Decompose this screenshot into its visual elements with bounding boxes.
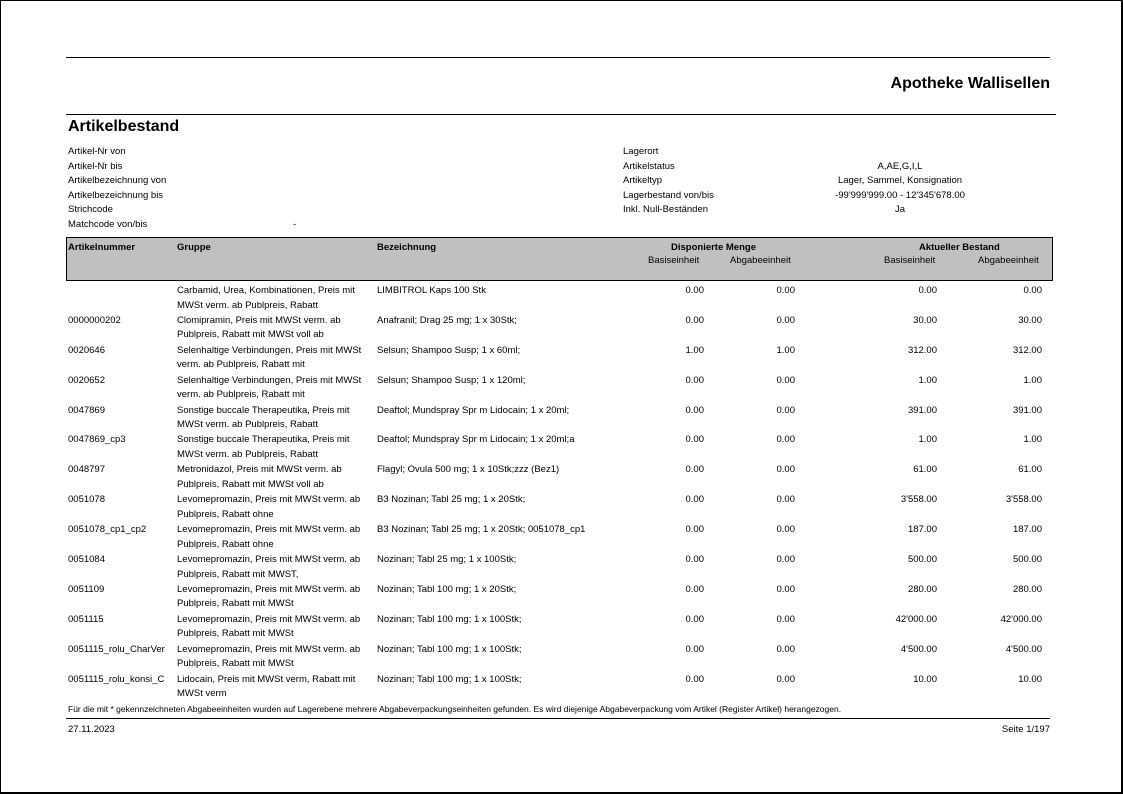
bezeichnung-cell: Anafranil; Drag 25 mg; 1 x 30Stk; <box>377 314 517 326</box>
akt-basis-cell: 187.00 <box>907 524 937 536</box>
artikelnummer-cell: 0051084 <box>68 554 105 566</box>
table-row <box>0 433 1123 463</box>
gruppe-cell: Carbamid, Urea, Kombinationen, Preis mit MWSt verm. ab Publpreis, Rabatt <box>177 285 355 311</box>
artikelnummer-cell: 0020646 <box>68 344 105 356</box>
gruppe-cell: Clomipramin, Preis mit MWSt verm. ab Publpreis, Rabatt mit MWSt voll ab <box>177 314 341 341</box>
gruppe-cell: Sonstige buccale Therapeutika, Preis mit MWSt verm. ab Publpreis, Rabatt <box>177 404 350 431</box>
criteria-row <box>623 203 1043 218</box>
criteria-label: Inkl. Null-Beständen <box>623 204 709 215</box>
report-title: Artikelbestand <box>68 118 180 135</box>
top-rule <box>66 57 1050 58</box>
artikelnummer-cell: 0051115_rolu_konsi_C <box>68 673 165 685</box>
gruppe-cell: Lidocain, Preis mit MWSt verm, Rabatt mit MWSt verm <box>177 673 356 700</box>
artikelnummer-cell: 0000000202 <box>68 314 121 326</box>
criteria-label: Artikelbezeichnung von <box>68 175 167 186</box>
col-disponierte-menge: Disponierte Menge <box>671 242 756 253</box>
artikelnummer-cell: 0020652 <box>68 374 105 386</box>
bezeichnung-cell: Selsun; Shampoo Susp; 1 x 120ml; <box>377 374 526 386</box>
akt-abgabe-cell: 42'000.00 <box>1000 613 1042 625</box>
table-row <box>0 583 1123 613</box>
col-akt-abgabeeinheit: Abgabeeinheit <box>978 255 1039 266</box>
col-disp-basiseinheit: Basiseinheit <box>648 255 700 266</box>
bezeichnung-cell: Deaftol; Mundspray Spr m Lidocain; 1 x 20ml;a <box>377 434 575 446</box>
col-aktueller-bestand: Aktueller Bestand <box>919 242 1000 253</box>
bezeichnung-cell: Deaftol; Mundspray Spr m Lidocain; 1 x 20ml; <box>377 404 570 416</box>
bezeichnung-cell: Nozinan; Tabl 25 mg; 1 x 100Stk; <box>377 554 517 566</box>
disp-basis-cell: 0.00 <box>685 464 704 476</box>
akt-basis-cell: 1.00 <box>918 434 937 446</box>
bezeichnung-cell: Nozinan; Tabl 100 mg; 1 x 100Stk; <box>377 613 522 625</box>
criteria-label: Artikelbezeichnung bis <box>68 189 164 201</box>
disp-basis-cell: 0.00 <box>685 404 704 416</box>
disp-basis-cell: 0.00 <box>685 285 704 296</box>
gruppe-cell: Levomepromazin, Preis mit MWSt verm. ab Publpreis, Rabatt mit MWSt <box>177 583 361 610</box>
akt-abgabe-cell: 3'558.00 <box>1005 494 1042 506</box>
table-header <box>66 237 1053 281</box>
disp-abgabe-cell: 0.00 <box>776 404 795 416</box>
artikelnummer-cell: 0051109 <box>68 583 105 595</box>
disp-basis-cell: 0.00 <box>685 374 704 386</box>
criteria-row <box>68 145 368 160</box>
criteria-label: Lagerort <box>623 146 659 157</box>
akt-abgabe-cell: 280.00 <box>1012 583 1042 595</box>
akt-basis-cell: 0.00 <box>918 285 937 296</box>
pharmacy-name: Apotheke Wallisellen <box>890 75 1050 92</box>
akt-basis-cell: 3'558.00 <box>900 494 937 506</box>
disp-abgabe-cell: 0.00 <box>776 464 795 476</box>
bezeichnung-cell: Nozinan; Tabl 100 mg; 1 x 100Stk; <box>377 643 522 655</box>
akt-basis-cell: 280.00 <box>907 583 937 595</box>
disp-abgabe-cell: 0.00 <box>776 314 795 326</box>
disp-abgabe-cell: 0.00 <box>776 643 795 655</box>
table-body <box>0 284 1123 702</box>
artikelnummer-cell: 0048797 <box>68 464 105 476</box>
criteria-label: Artikelstatus <box>623 160 675 172</box>
criteria-row <box>623 174 1043 189</box>
akt-abgabe-cell: 1.00 <box>1023 374 1042 386</box>
disp-basis-cell: 0.00 <box>685 643 704 655</box>
akt-basis-cell: 391.00 <box>907 404 937 416</box>
disp-abgabe-cell: 1.00 <box>776 344 795 356</box>
criteria-label: Strichcode <box>68 204 113 215</box>
col-bezeichnung: Bezeichnung <box>377 242 437 253</box>
criteria-row <box>68 218 368 233</box>
criteria-row <box>68 160 368 175</box>
criteria-label: Artikel-Nr bis <box>68 160 123 172</box>
disp-basis-cell: 0.00 <box>685 673 704 685</box>
table-row <box>0 493 1123 523</box>
bezeichnung-cell: Nozinan; Tabl 100 mg; 1 x 100Stk; <box>377 673 522 685</box>
akt-abgabe-cell: 30.00 <box>1018 314 1042 326</box>
disp-basis-cell: 0.00 <box>685 613 704 625</box>
disp-abgabe-cell: 0.00 <box>776 285 795 296</box>
table-row <box>0 523 1123 553</box>
table-row <box>0 643 1123 673</box>
bezeichnung-cell: B3 Nozinan; Tabl 25 mg; 1 x 20Stk; <box>377 494 526 506</box>
criteria-row <box>68 203 368 218</box>
disp-basis-cell: 0.00 <box>685 494 704 506</box>
bezeichnung-cell: Nozinan; Tabl 100 mg; 1 x 20Stk; <box>377 583 517 595</box>
akt-basis-cell: 312.00 <box>907 344 937 356</box>
akt-abgabe-cell: 500.00 <box>1012 554 1042 566</box>
table-row <box>0 284 1123 314</box>
criteria-left <box>68 145 368 232</box>
akt-abgabe-cell: 391.00 <box>1012 404 1042 416</box>
footnote: Für die mit * gekennzeichneten Abgabeeinheiten wurden auf Lagerebene mehrere Abgabeverpackungseinheiten gefunden. Es wird diejenige Abgabeverpackung vom Artikel (Register Artikel) herangezogen. <box>68 704 842 714</box>
akt-basis-cell: 4'500.00 <box>900 643 937 655</box>
artikelnummer-cell: 0051115 <box>68 613 104 625</box>
disp-abgabe-cell: 0.00 <box>776 554 795 566</box>
footer-rule <box>66 718 1050 719</box>
akt-basis-cell: 1.00 <box>918 374 937 386</box>
gruppe-cell: Sonstige buccale Therapeutika, Preis mit MWSt verm. ab Publpreis, Rabatt <box>177 434 350 460</box>
bezeichnung-cell: LIMBITROL Kaps 100 Stk <box>377 285 486 296</box>
criteria-value: - <box>293 218 297 230</box>
disp-basis-cell: 0.00 <box>685 524 704 536</box>
artikelnummer-cell: 0051115_rolu_CharVer <box>68 643 165 655</box>
akt-basis-cell: 61.00 <box>913 464 937 476</box>
disp-abgabe-cell: 0.00 <box>776 374 795 386</box>
table-row <box>0 404 1123 434</box>
akt-abgabe-cell: 0.00 <box>1023 285 1042 296</box>
gruppe-cell: Levomepromazin, Preis mit MWSt verm. ab Publpreis, Rabatt mit MWSt <box>177 613 361 640</box>
col-akt-basiseinheit: Basiseinheit <box>884 255 936 266</box>
artikelnummer-cell: 0051078_cp1_cp2 <box>68 524 147 536</box>
criteria-row <box>68 174 368 189</box>
criteria-label: Matchcode von/bis <box>68 218 148 230</box>
table-row <box>0 613 1123 643</box>
print-date: 27.11.2023 <box>68 724 115 735</box>
bezeichnung-cell: Flagyl; Ovula 500 mg; 1 x 10Stk;zzz (Bez1) <box>377 464 560 476</box>
col-artikelnummer: Artikelnummer <box>68 242 136 253</box>
gruppe-cell: Levomepromazin, Preis mit MWSt verm. ab Publpreis, Rabatt ohne <box>177 524 361 550</box>
akt-basis-cell: 500.00 <box>907 554 937 566</box>
disp-abgabe-cell: 0.00 <box>776 613 795 625</box>
criteria-value: Lager, Sammel, Konsignation <box>837 175 963 186</box>
bezeichnung-cell: Selsun; Shampoo Susp; 1 x 60ml; <box>377 344 521 356</box>
akt-abgabe-cell: 1.00 <box>1023 434 1042 446</box>
table-row <box>0 673 1123 703</box>
disp-basis-cell: 0.00 <box>685 434 704 446</box>
table-row <box>0 463 1123 493</box>
gruppe-cell: Selenhaltige Verbindungen, Preis mit MWSt verm. ab Publpreis, Rabatt mit <box>177 374 362 401</box>
akt-basis-cell: 42'000.00 <box>895 613 937 625</box>
criteria-label: Artikel-Nr von <box>68 146 126 157</box>
table-row <box>0 314 1123 344</box>
gruppe-cell: Metronidazol, Preis mit MWSt verm. ab Publpreis, Rabatt mit MWSt voll ab <box>177 464 342 490</box>
criteria-row <box>68 189 368 204</box>
disp-abgabe-cell: 0.00 <box>776 673 795 685</box>
criteria-value: -99'999'999.00 - 12'345'678.00 <box>835 189 965 201</box>
disp-abgabe-cell: 0.00 <box>776 494 795 506</box>
table-row <box>0 374 1123 404</box>
disp-basis-cell: 0.00 <box>685 583 704 595</box>
gruppe-cell: Levomepromazin, Preis mit MWSt verm. ab Publpreis, Rabatt mit MWST, <box>177 554 361 580</box>
akt-abgabe-cell: 10.00 <box>1018 673 1042 685</box>
akt-abgabe-cell: 312.00 <box>1012 344 1042 356</box>
header-rule <box>66 114 1056 115</box>
col-gruppe: Gruppe <box>177 242 211 253</box>
page-number: Seite 1/197 <box>1001 724 1050 735</box>
bezeichnung-cell: B3 Nozinan; Tabl 25 mg; 1 x 20Stk; 0051078_cp1 <box>377 524 586 536</box>
disp-abgabe-cell: 0.00 <box>776 434 795 446</box>
criteria-right <box>623 145 1043 218</box>
col-disp-abgabeeinheit: Abgabeeinheit <box>730 255 791 266</box>
table-row <box>0 344 1123 374</box>
criteria-value: A,AE,G,I,L <box>877 160 923 172</box>
akt-basis-cell: 10.00 <box>913 673 937 685</box>
criteria-label: Artikeltyp <box>623 175 663 186</box>
disp-basis-cell: 0.00 <box>685 554 704 566</box>
akt-abgabe-cell: 4'500.00 <box>1005 643 1042 655</box>
criteria-row <box>623 160 1043 175</box>
akt-abgabe-cell: 61.00 <box>1018 464 1042 476</box>
artikelnummer-cell: 0047869 <box>68 404 105 416</box>
criteria-row <box>623 189 1043 204</box>
artikelnummer-cell: 0051078 <box>68 494 105 506</box>
gruppe-cell: Selenhaltige Verbindungen, Preis mit MWSt verm. ab Publpreis, Rabatt mit <box>177 344 362 371</box>
akt-basis-cell: 30.00 <box>913 314 937 326</box>
disp-basis-cell: 1.00 <box>685 344 704 356</box>
disp-abgabe-cell: 0.00 <box>776 524 795 536</box>
criteria-label: Lagerbestand von/bis <box>623 189 714 201</box>
disp-basis-cell: 0.00 <box>685 314 704 326</box>
criteria-value: Ja <box>894 204 906 215</box>
akt-abgabe-cell: 187.00 <box>1012 524 1042 536</box>
criteria-row <box>623 145 1043 160</box>
table-row <box>0 553 1123 583</box>
artikelnummer-cell: 0047869_cp3 <box>68 434 126 446</box>
gruppe-cell: Levomepromazin, Preis mit MWSt verm. ab Publpreis, Rabatt mit MWSt <box>177 643 361 670</box>
gruppe-cell: Levomepromazin, Preis mit MWSt verm. ab Publpreis, Rabatt ohne <box>177 494 361 520</box>
disp-abgabe-cell: 0.00 <box>776 583 795 595</box>
